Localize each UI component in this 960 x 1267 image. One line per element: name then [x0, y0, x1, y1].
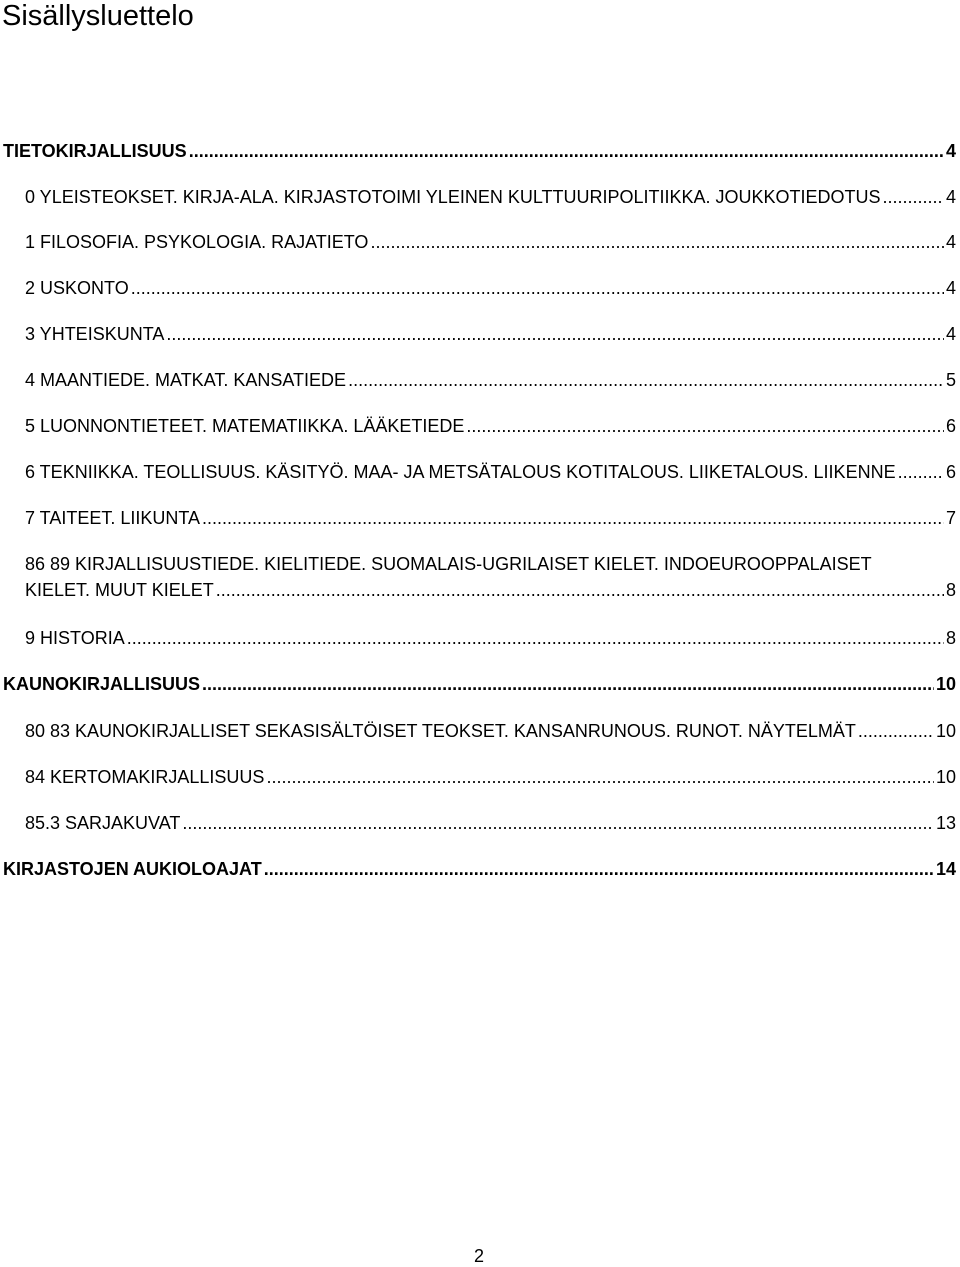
page-number: 2	[474, 1246, 485, 1266]
page-title: Sisällysluettelo	[2, 0, 194, 32]
toc-entry-page: 5	[945, 370, 956, 390]
toc-leader-dots	[266, 764, 934, 790]
toc-entry-label: 2 USKONTO	[25, 278, 129, 298]
toc-entry-5-luonnontieteet[interactable]	[25, 413, 956, 439]
toc-leader-dots	[264, 856, 934, 882]
toc-leader-dots	[189, 138, 944, 164]
toc-entry-9-historia[interactable]	[25, 625, 956, 651]
toc-entry-label: 0 YLEISTEOKSET. KIRJA-ALA. KIRJASTOTOIMI YLEINEN KULTTUURIPOLITIIKKA. JOUKKOTIEDOTUS	[25, 187, 881, 207]
toc-entry-label-continued: KIELET. MUUT KIELET	[25, 580, 214, 600]
toc-entry-84-kertomakirjallisuus[interactable]	[25, 764, 956, 790]
toc-entry-label: KAUNOKIRJALLISUUS	[3, 674, 201, 694]
toc-entry-85-3-sarjakuvat[interactable]	[25, 810, 956, 836]
toc-leader-dots	[202, 671, 934, 697]
toc-entry-label: 84 KERTOMAKIRJALLISUUS	[25, 767, 265, 787]
toc-entry-page: 4	[945, 232, 956, 252]
toc-entry-label: KIRJASTOJEN AUKIOLOAJAT	[3, 859, 262, 879]
toc-leader-dots	[466, 413, 944, 439]
toc-entry-1-filosofia[interactable]	[25, 229, 956, 255]
toc-entry-page: 4	[945, 324, 956, 344]
toc-leader-dots	[131, 275, 944, 301]
toc-entry-page: 6	[945, 416, 956, 436]
toc-entry-label: 6 TEKNIIKKA. TEOLLISUUS. KÄSITYÖ. MAA- JA METSÄTALOUS KOTITALOUS. LIIKETALOUS. LIIKENNE	[25, 462, 896, 482]
toc-entry-tietokirjallisuus[interactable]	[3, 138, 956, 164]
toc-entry-0-yleisteokset[interactable]	[25, 184, 956, 210]
toc-entry-page: 4	[945, 187, 956, 207]
toc-leader-dots	[348, 367, 944, 393]
toc-entry-page: 10	[935, 767, 956, 787]
toc-entry-label: 4 MAANTIEDE. MATKAT. KANSATIEDE	[25, 370, 347, 390]
toc-entry-label: 7 TAITEET. LIIKUNTA	[25, 508, 201, 528]
toc-entry-2-uskonto[interactable]	[25, 275, 956, 301]
toc-entry-label: 5 LUONNONTIETEET. MATEMATIIKKA. LÄÄKETIEDE	[25, 416, 465, 436]
toc-entry-page: 7	[945, 508, 956, 528]
toc-entry-page: 8	[945, 628, 956, 648]
toc-entry-label: 1 FILOSOFIA. PSYKOLOGIA. RAJATIETO	[25, 232, 369, 252]
toc-entry-page: 10	[935, 721, 956, 741]
toc-entry-label: 80 83 KAUNOKIRJALLISET SEKASISÄLTÖISET TEOKSET. KANSANRUNOUS. RUNOT. NÄYTELMÄT	[25, 721, 856, 741]
toc-entry-6-tekniikka[interactable]	[25, 459, 956, 485]
toc-entry-86-89-kirjallisuustiede[interactable]	[25, 551, 956, 603]
toc-entry-page: 6	[945, 462, 956, 482]
toc-entry-label: TIETOKIRJALLISUUS	[3, 141, 187, 161]
toc-leader-dots	[202, 505, 944, 531]
toc-entry-label: 9 HISTORIA	[25, 628, 125, 648]
toc-entry-4-maantiede[interactable]	[25, 367, 956, 393]
toc-entry-page: 4	[945, 278, 956, 298]
toc-entry-label: 86 89 KIRJALLISUUSTIEDE. KIELITIEDE. SUOMALAIS-UGRILAISET KIELET. INDOEUROOPPALAISET	[25, 554, 872, 574]
toc-entry-label: 85.3 SARJAKUVAT	[25, 813, 181, 833]
toc-entry-7-taiteet[interactable]	[25, 505, 956, 531]
toc-entry-label: 3 YHTEISKUNTA	[25, 324, 165, 344]
toc-leader-dots	[370, 229, 944, 255]
toc-leader-dots	[883, 184, 944, 210]
toc-entry-page: 8	[945, 580, 956, 600]
toc-entry-3-yhteiskunta[interactable]	[25, 321, 956, 347]
toc-leader-dots	[127, 625, 944, 651]
toc-leader-dots	[858, 718, 934, 744]
toc-leader-dots	[166, 321, 944, 347]
toc-entry-page: 14	[935, 859, 956, 879]
toc-entry-page: 13	[935, 813, 956, 833]
toc-entry-kirjastojen-aukioloajat[interactable]	[3, 856, 956, 882]
toc-leader-dots	[182, 810, 934, 836]
toc-entry-page: 10	[935, 674, 956, 694]
toc-entry-page: 4	[945, 141, 956, 161]
toc-entry-80-83-kaunokirjalliset[interactable]	[25, 718, 956, 744]
toc-leader-dots	[898, 459, 944, 485]
toc-entry-kaunokirjallisuus[interactable]	[3, 671, 956, 697]
toc-leader-dots	[216, 577, 944, 603]
